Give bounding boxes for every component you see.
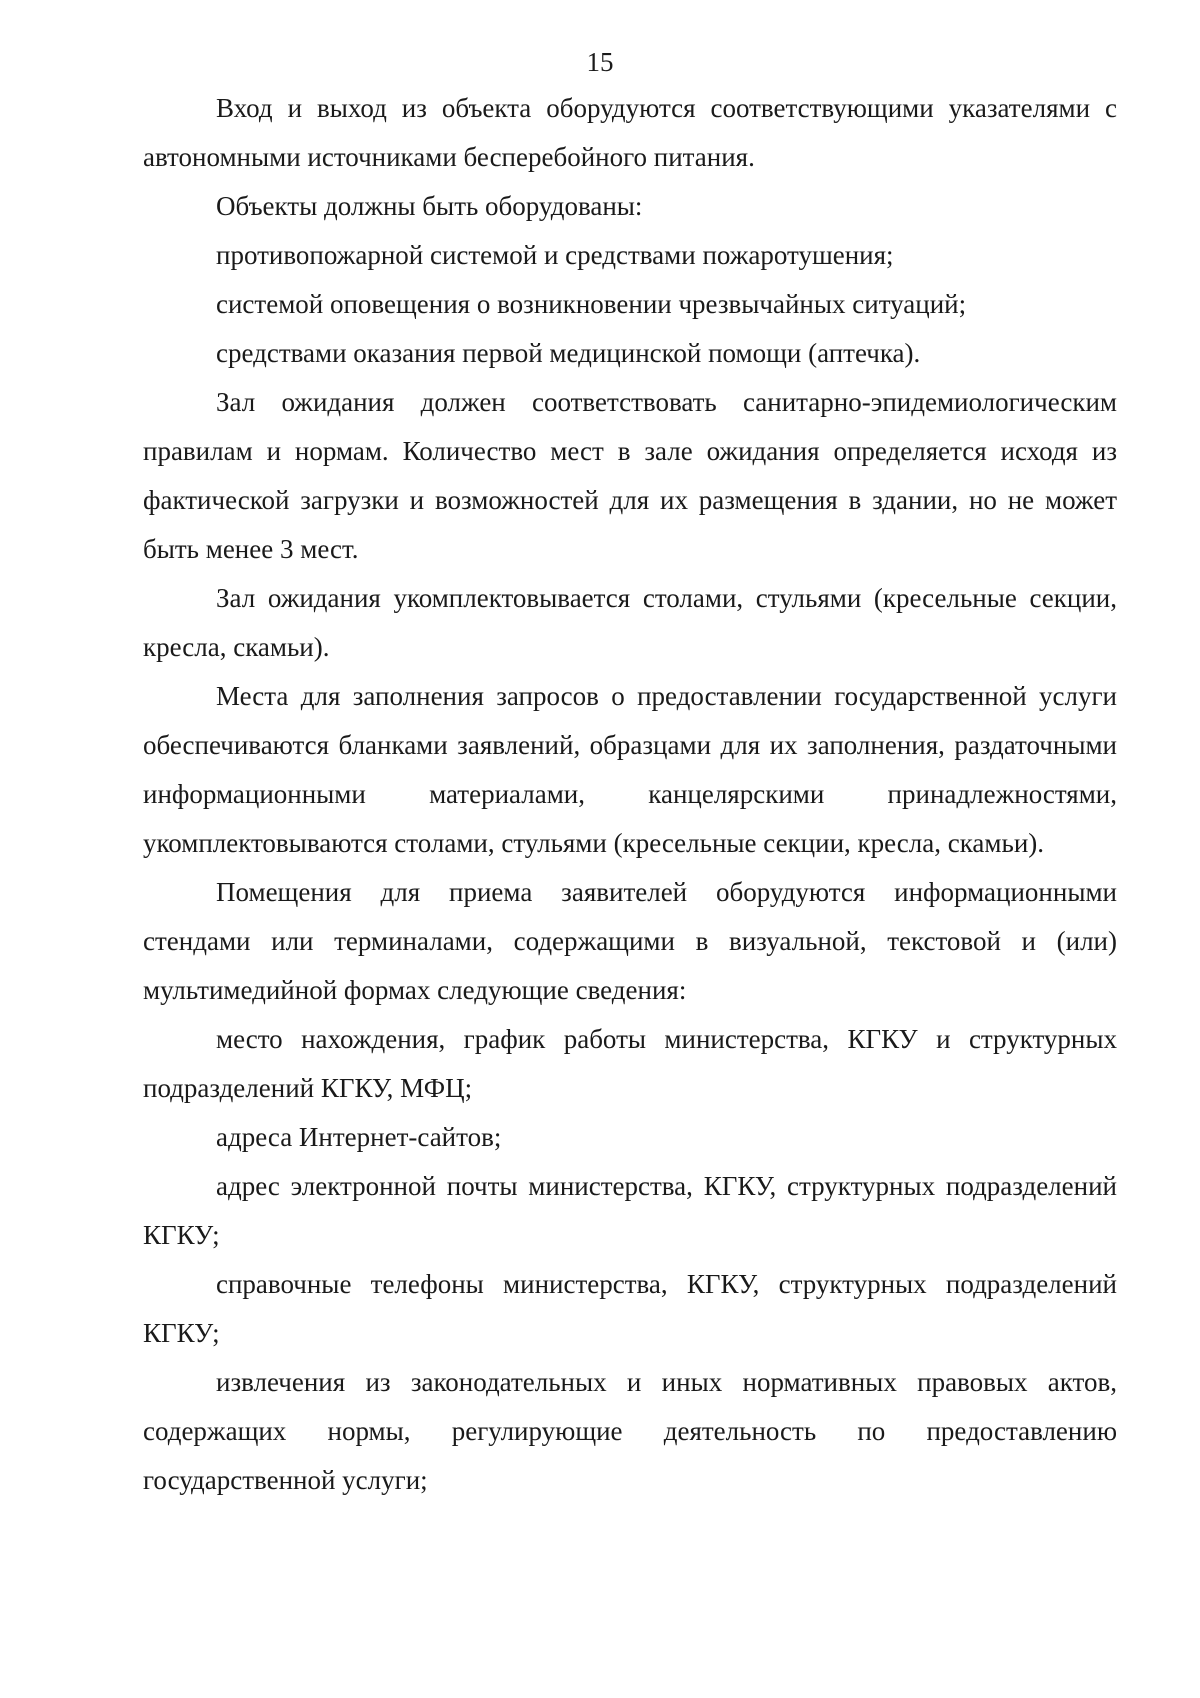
paragraph-waiting-hall-norms: Зал ожидания должен соответствовать санитарно-эпидемиологическим правилам и нормам. Количество мест в зале ожидания определяется исходя из фактической загрузки и возможностей для их размещения в здании, но не может быть менее 3 мест. [143,387,1117,564]
page-number: 15 [586,47,614,77]
paragraph-phones: справочные телефоны министерства, КГКУ, структурных подразделений КГКУ; [143,1269,1117,1348]
document-body [143,84,1117,1505]
paragraph-email: адрес электронной почты министерства, КГКУ, структурных подразделений КГКУ; [143,1171,1117,1250]
paragraph-first-aid: средствами оказания первой медицинской помощи (аптечка). [216,338,921,368]
paragraph-websites: адреса Интернет-сайтов; [216,1122,502,1152]
paragraph-legal-extracts: извлечения из законодательных и иных нормативных правовых актов, содержащих нормы, регулирующие деятельность по предоставлению государственной услуги; [143,1367,1117,1495]
paragraph-request-places: Места для заполнения запросов о предоставлении государственной услуги обеспечиваются бланками заявлений, образцами для их заполнения, раздаточными информационными материалами, канцелярскими принадлежностями, укомплектовываются столами, стульями (кресельные секции, кресла, скамьи). [143,681,1117,858]
paragraph-alert-system: системой оповещения о возникновении чрезвычайных ситуаций; [216,289,967,319]
paragraph-fire-system: противопожарной системой и средствами пожаротушения; [216,240,894,270]
paragraph-location-schedule: место нахождения, график работы министерства, КГКУ и структурных подразделений КГКУ, МФЦ; [143,1024,1117,1103]
paragraph-equipment-intro: Объекты должны быть оборудованы: [216,191,643,221]
paragraph-waiting-hall-furniture: Зал ожидания укомплектовывается столами, стульями (кресельные секции, кресла, скамьи). [143,583,1117,662]
paragraph-reception-rooms: Помещения для приема заявителей оборудуются информационными стендами или терминалами, содержащими в визуальной, текстовой и (или) мультимедийной формах следующие сведения: [143,877,1117,1005]
paragraph-entrance-exit: Вход и выход из объекта оборудуются соответствующими указателями с автономными источниками бесперебойного питания. [143,93,1117,172]
